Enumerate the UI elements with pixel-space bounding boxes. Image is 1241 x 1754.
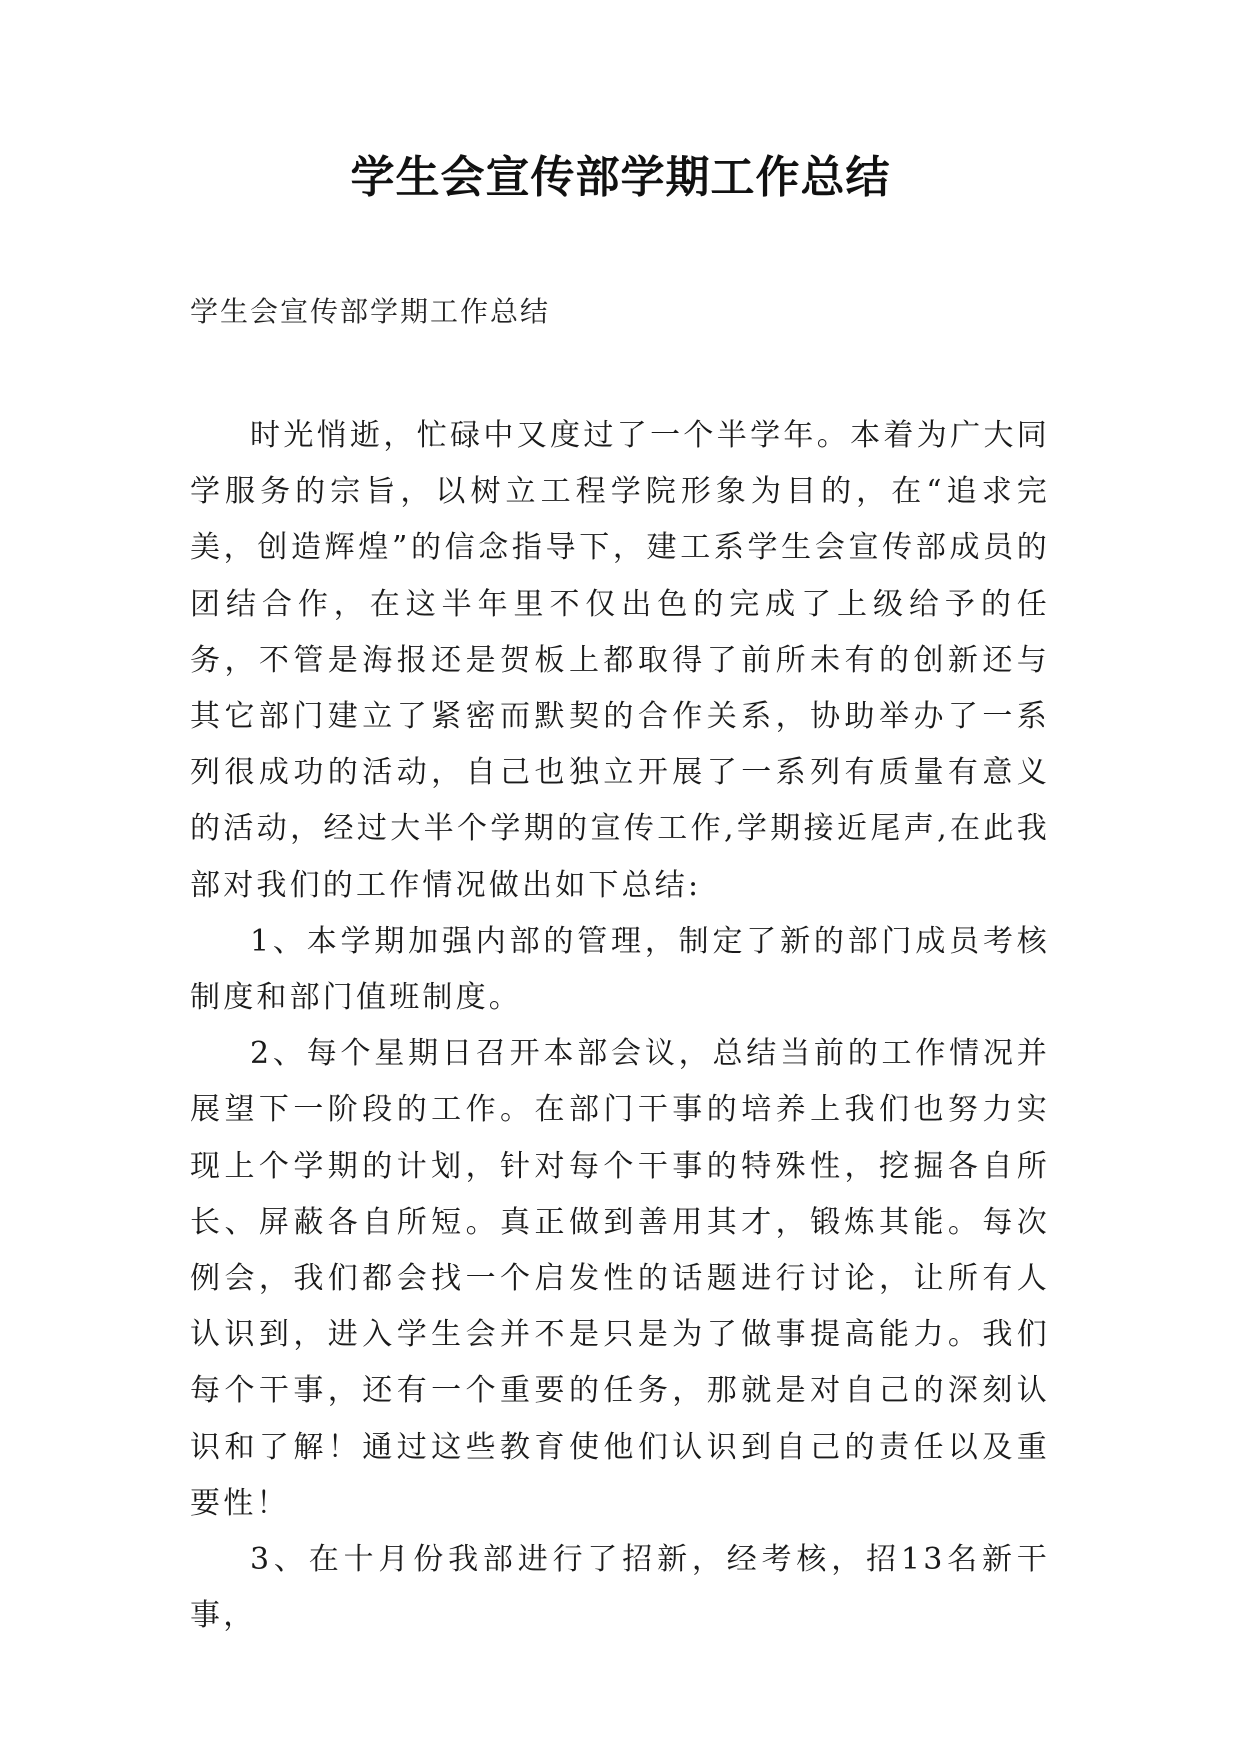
document-title: 学生会宣传部学期工作总结 [350,152,891,203]
paragraph-item-1: 1、本学期加强内部的管理，制定了新的部门成员考核制度和部门值班制度。 [190,923,1050,1016]
paragraph-item-3: 3、在十月份我部进行了招新，经考核，招13名新干事， [190,1542,1050,1634]
document-body [190,408,1050,1644]
paragraph-intro: 时光悄逝，忙碌中又度过了一个半学年。本着为广大同学服务的宗旨，以树立工程学院形象为目的，在“追求完美，创造辉煌”的信念指导下，建工系学生会宣传部成员的团结合作，在这半年里不仅出色的完成了上级给予的任务，不管是海报还是贺板上都取得了前所未有的创新还与其它部门建立了紧密而默契的合作关系，协助举办了一系列很成功的活动，自己也独立开展了一系列有质量有意义的活动，经过大半个学期的宣传工作,学期接近尾声,在此我部对我们的工作情况做出如下总结: [190,418,1050,903]
paragraph-item-2: 2、每个星期日召开本部会议，总结当前的工作情况并展望下一阶段的工作。在部门干事的培养上我们也努力实现上个学期的计划，针对每个干事的特殊性，挖掘各自所长、屏蔽各自所短。真正做到善用其才，锻炼其能。每次例会，我们都会找一个启发性的话题进行讨论，让所有人认识到，进入学生会并不是只是为了做事提高能力。我们每个干事，还有一个重要的任务，那就是对自己的深刻认识和了解！通过这些教育使他们认识到自己的责任以及重要性！ [190,1036,1050,1521]
document-subtitle: 学生会宣传部学期工作总结 [190,295,551,328]
